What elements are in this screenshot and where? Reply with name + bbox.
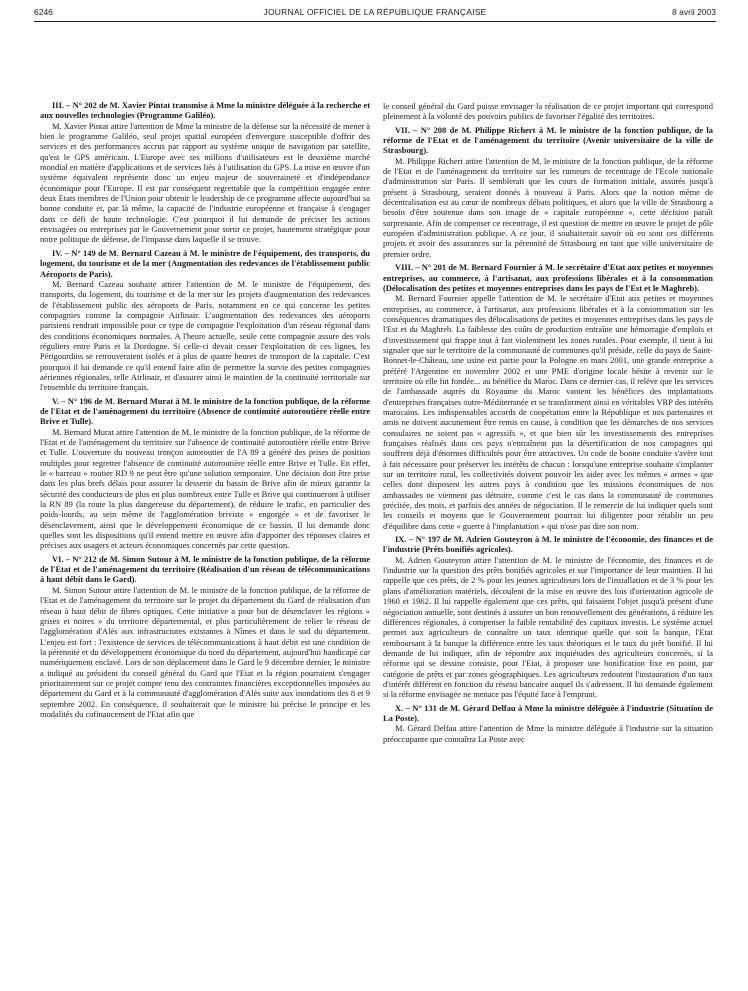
- question-paragraph: M. Simon Sutour attire l'attention de M. le ministre de la fonction publique, de la réforme de l'Etat et de l'aménagement du territoire sur le projet du département du Gard de réalisation d'un réseau à haut débit de fibres optiques. Cette initiative a pour but de désenclaver les régions « grises et noires » du territoire départemental, et plus particulièrement de relier le réseau de l'agglomération d'Alès aux infrastructures existantes à Nîmes et dans le sud du département. L'enjeu est fort : l'existence de services de télécommunications à haut débit est une condition de la pérennité et du développement économique du nord du département, aujourd'hui handicapé car numériquement enclavé. Lors de son déplacement dans le Gard le 9 décembre dernier, le ministre a indiqué au président du conseil général du Gard que l'Etat et la région pourraient s'engager prioritairement sur ce projet compte tenu des contraintes financières exceptionnelles imposées au département du Gard et à la communauté d'agglomération d'Alès suite aux inondations des 8 et 9 septembre 2002. En conséquence, il souhaiterait que le ministre lui précise le principe et les modalités du cofinancement de l'Etat afin que: [40, 584, 370, 719]
- question-paragraph: M. Bernard Murat attire l'attention de M. le ministre de la fonction publique, de la réforme de l'Etat et de l'aménagement du territoire sur l'absence de continuité autoroutière réelle entre Brive et Tulle. L'ouverture du nouveau tronçon autoroutier de l'A 89 a généré des prises de position multiples pour regretter l'absence de continuité autoroutière réelle entre Brive et Tulle. En effet, le « barreau » routier RD 9 ne peut être qu'une solution temporaire. Une décision doit être prise dans les plus brefs délais pour assurer la desserte du bassin de Brive afin de mieux garantir la sécurité des conducteurs de plus en plus nombreux entre Tulle et Brive qui continueront à utiliser la RN 89 (la route la plus dangereuse du département), de réduire le trafic, en particulier des poids-lourds, au sein même de l'agglomération briviste « engorgée » et de favoriser le désenclavement, ainsi que le développement économique de ce bassin. Il lui demande donc quelles sont les dispositions qu'il entend mettre en œuvre afin d'apporter des réponses claires et précises aux usagers et acteurs économiques concernés par cette question.: [40, 426, 370, 551]
- question-paragraph: M. Philippe Richert attire l'attention de M. le ministre de la fonction publique, de la réforme de l'Etat et de l'aménagement du territoire sur les rumeurs de recentrage de l'Ecole nationale d'administration sur Paris. Il semblerait que les cours de formation initiale, assurés jusqu'à présent à Strasbourg, seraient donnés à nouveau à Paris. Alors que la notion même de décentralisation est au cœur de nombreux débats politiques, et alors que la ville de Strasbourg a besoin d'être soutenue dans son image de « capitale européenne », cette décision paraît surprenante. Afin de compenser ce recentrage, il est question de mettre en œuvre le projet de pôle européen d'administration publique. A ce jour, il souhaiterait savoir où en sont ces différents projets et avoir des assurances sur la pérennité de Strasbourg en tant que ville universitaire de premier ordre.: [383, 155, 713, 259]
- question-heading: IV. – N° 149 de M. Bernard Cazeau à M. le ministre de l'équipement, des transports, du logement, du tourisme et de la mer (Augmentation des redevances de l'établissement public Aéroports de Paris).: [40, 247, 370, 279]
- question-heading: VI. – N° 212 de M. Simon Sutour à M. le ministre de la fonction publique, de la réforme de l'Etat et de l'aménagement du territoire (Réalisation d'un réseau de télécommunications à haut débit dans le Gard).: [40, 553, 370, 585]
- question-heading: VIII. – N° 201 de M. Bernard Fournier à M. le secrétaire d'Etat aux petites et moyennes entreprises, au commerce, à l'artisanat, aux professions libérales et à la consommation (Délocalisation des petites et moyennes entreprises dans les pays de l'Est et le Maghreb).: [383, 262, 713, 293]
- header-rule: [34, 21, 716, 22]
- journal-title: JOURNAL OFFICIEL DE LA RÉPUBLIQUE FRANÇAISE: [263, 7, 487, 17]
- question-paragraph: le conseil général du Gard puisse envisager la réalisation de ce projet important qui correspond pleinement à la volonté des pouvoirs publics de favoriser l'égalité des territoires.: [383, 101, 713, 122]
- question-paragraph: M. Xavier Pintat attire l'attention de Mme la ministre de la défense sur la nécessité de mener à bien le programme Galiléo, seul projet spatial européen d'envergure susceptible d'offrir des services et des performances accrus par rapport au système unique de navigation par satellite, qu'est le GPS américain. L'Europe avec ses millions d'utilisateurs est le deuxième marché mondial en matière d'applications et de services liés à l'utilisation du GPS. La mise en œuvre d'un système équivalent représente donc un enjeu majeur de souveraineté et d'indépendance économique pour l'Europe. Il est par conséquent regrettable que la compétition engagée entre deux Etats membres de l'Union pour obtenir le leadership de ce programme affecte aujourd'hui sa bonne conduite et, par là même, la capacité de l'industrie européenne et française à s'engager dans ce défi de haute technologie. C'est pourquoi il lui demande de préciser les actions envisagées ou entreprises par le Gouvernement pour sortir ce projet, hautement stratégique pour notre politique de défense, de l'impasse dans laquelle il se trouve.: [40, 120, 370, 245]
- page-number: 6246: [34, 7, 53, 17]
- question-heading: X. – N° 131 de M. Gérard Delfau à Mme la ministre déléguée à l'industrie (Situation de La Poste).: [383, 702, 713, 723]
- question-heading: V. – N° 196 de M. Bernard Murat à M. le ministre de la fonction publique, de la réforme de l'Etat et de l'aménagement du territoire (Absence de continuité autoroutière réelle entre Brive et Tulle).: [40, 395, 370, 427]
- right-column: [383, 101, 713, 991]
- left-column: [40, 97, 370, 987]
- question-paragraph: M. Gérard Delfau attire l'attention de Mme la ministre déléguée à l'industrie sur la situation préoccupante que connaîtra La Poste avec: [383, 723, 713, 744]
- publication-date: 8 avril 2003: [672, 7, 716, 17]
- question-paragraph: M. Bernard Cazeau souhaite attirer l'attention de M. le ministre de l'équipement, des transports, du logement, du tourisme et de la mer sur les projets d'augmentation des redevances de l'établissement public des aéroports de Paris, notamment en ce qui concerne les petites compagnies comme la compagnie Airlinair. L'augmentation des redevances des aéroports parisiens rendrait impossible pour ce type de compagnie l'exploitation d'un réseau régional dans des conditions économiques normales. A l'heure actuelle, seule cette compagnie assure des vols réguliers entre Paris et la Dordogne. Si celle-ci devait cesser l'exploitation de ces lignes, les Périgourdins se retrouveraient isolés et à plus de quatre heures de transport de la capitale. C'est pourquoi il lui demande ce qu'il entend faire afin de permettre la survie des petites compagnies aériennes régionales, telle Airlinair, et d'assurer ainsi le maintien de la continuité territoriale sur l'ensemble du territoire français.: [40, 278, 370, 393]
- question-heading: III. – N° 202 de M. Xavier Pintat transmise à Mme la ministre déléguée à la recherche et aux nouvelles technologies (Programme Galiléo).: [40, 100, 370, 121]
- question-heading: VII. – N° 208 de M. Philippe Richert à M. le ministre de la fonction publique, de la réforme de l'Etat et de l'aménagement du territoire (Avenir universitaire de la ville de Strasbourg).: [383, 124, 713, 156]
- question-heading: IX. – N° 197 de M. Adrien Gouteyron à M. le ministre de l'économie, des finances et de l'industrie (Prêts bonifiés agricoles).: [383, 534, 713, 555]
- question-paragraph: M. Adrien Gouteyron attire l'attention de M. le ministre de l'économie, des finances et de l'industrie sur la question des prêts bonifiés agricoles et sur l'importance de leur maintien. Il lui rappelle que ces prêts, de 2 % pour les jeunes agriculteurs lors de l'installation et de 3 % pour les plans d'amélioration matériels, découlent de la mise en œuvre des lois d'orientation agricole de 1960 et 1962. Il lui rappelle également que ces prêts, qui faisaient l'objet jusqu'à présent d'une négociation annuelle, sont destinés à assurer un bon renouvellement des générations, à réduire les différences régionales, à compenser la faible rentabilité des capitaux investis. Le système actuel permet aux agriculteurs de connaître un taux identique quelle que soit la banque, l'Etat remboursant à la banque la différence entre les taux théoriques et le taux du prêt bonifié. Il lui demande de lui indiquer, afin de répondre aux inquiétudes des agriculteurs concernés, si la réforme qui se dessine consiste, pour l'Etat, à proposer une bonification fixe en point, par catégorie de prêts et par zones géographiques. Les agriculteurs redoutent l'instauration d'un taux d'intérêt différent en fonction du réseau bancaire auquel ils s'adressent. Il lui demande également si la réforme envisagée ne menace pas l'équité face à l'emprunt.: [383, 554, 713, 700]
- question-paragraph: M. Bernard Fournier appelle l'attention de M. le secrétaire d'Etat aux petites et moyennes entreprises, au commerce, à l'artisanat, aux professions libérales et à la consommation sur les conséquences dramatiques des délocalisations de petites et moyennes entreprises dans les pays de l'Est et du Maghreb. La faiblesse des coûts de production entraîne une hémorragie d'emplois et d'investissement qui frappe tout à fait violemment les zones rurales. Pour exemple, il tient à lui signaler que sur le territoire de la communauté de communes qu'il préside, celle du pays de Saint-Bonnet-le-Château, une usine est partie pour la Pologne en mars 2001, une grande entreprise a préféré l'Argentine en novembre 2002 et une PME d'origine locale hésite à revenir sur le territoire où elle fut fondée... au bénéfice du Maroc. Dans ce dernier cas, il relève que les services de l'ambassade auprès du Royaume du Maroc vantent les bénéfices des implantations d'entreprises françaises outre-Méditerranée et se transforment ainsi en véritables VRP des intérêts marocains. Les indispensables accords de coopération entre la République et nos partenaires et amis ne doivent aucunement être remis en cause, à condition que les démarches de nos services consulaires ne soient pas « agressifs », et que bien sûr les investissements des entreprises françaises réalisés dans ces pays n'entraînent pas la désertification de nos campagnes qui souffrent déjà d'énormes difficultés pour être attractives. Un code de bonne conduite s'avère tout à fait nécessaire pour préserver les intérêts de chacun : lorsqu'une entreprise souhaite s'implanter sur un territoire rural, les collectivités doivent pouvoir les aider avec les mêmes « armes » que celles dont disposent les autres pays à condition que les missions économiques de nos ambassades ne viennent pas détruire, comme c'est le cas dans la communauté de communes précitée, des mois, et parfois des années de négociation. Il le remercie de lui indiquer quels sont les conseils et moyens que le Gouvernement pourrait lui diligenter pour rétablir un peu d'équilibre dans cette « guerre à l'implantation » qui n'ose pas dire son nom.: [383, 293, 713, 531]
- page-header: [34, 4, 716, 20]
